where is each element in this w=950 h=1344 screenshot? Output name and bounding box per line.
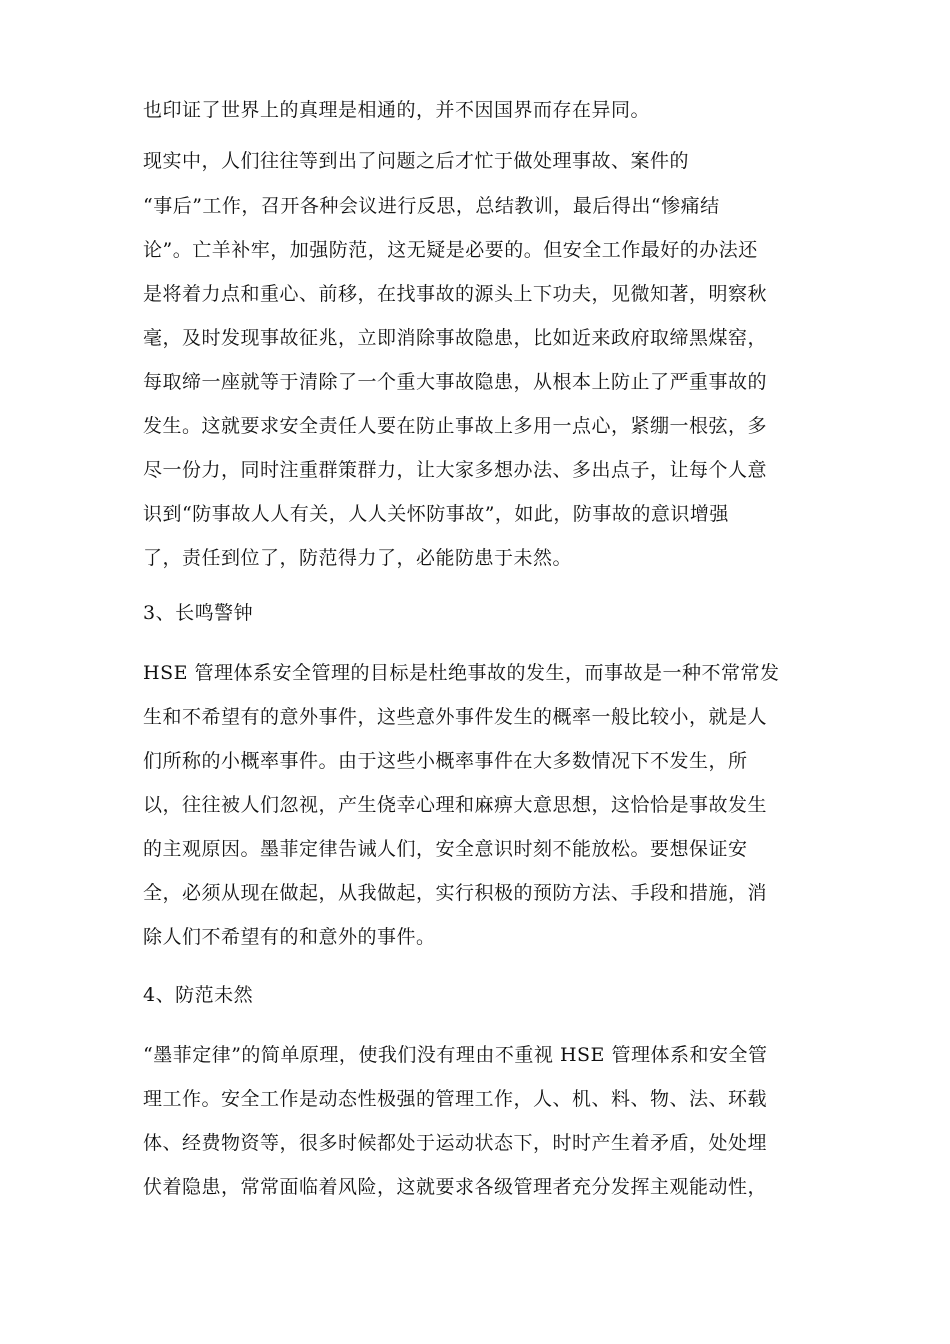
paragraph-reality-line-4: 是将着力点和重心、前移，在找事故的源头上下功夫，见微知著，明察秋 (143, 283, 768, 305)
paragraph-reality-line-2: “事后”工作，召开各种会议进行反思，总结教训，最后得出“惨痛结 (143, 195, 720, 217)
paragraph-murphy-line-2: 理工作。安全工作是动态性极强的管理工作，人、机、料、物、法、环载 (143, 1088, 768, 1110)
paragraph-reality-line-9: 识到“防事故人人有关，人人关怀防事故”，如此，防事故的意识增强 (143, 503, 729, 525)
paragraph-hse-line-1: HSE 管理体系安全管理的目标是杜绝事故的发生，而事故是一种不常常发 (143, 662, 780, 684)
paragraph-reality-line-3: 论”。亡羊补牢，加强防范，这无疑是必要的。但安全工作最好的办法还 (143, 239, 758, 261)
section-heading-3: 3、长鸣警钟 (143, 602, 254, 624)
paragraph-murphy-line-4: 伏着隐患，常常面临着风险，这就要求各级管理者充分发挥主观能动性， (143, 1176, 768, 1198)
paragraph-hse-line-3: 们所称的小概率事件。由于这些小概率事件在大多数情况下不发生，所 (143, 750, 748, 772)
paragraph-hse-line-4: 以，往往被人们忽视，产生侥幸心理和麻痹大意思想，这恰恰是事故发生 (143, 794, 768, 816)
paragraph-hse-line-6: 全，必须从现在做起，从我做起，实行积极的预防方法、手段和措施，消 (143, 882, 768, 904)
paragraph-reality-line-5: 毫，及时发现事故征兆，立即消除事故隐患，比如近来政府取缔黑煤窑， (143, 327, 768, 349)
paragraph-hse-line-5: 的主观原因。墨菲定律告诫人们，安全意识时刻不能放松。要想保证安 (143, 838, 748, 860)
paragraph-murphy-line-1: “墨菲定律”的简单原理，使我们没有理由不重视 HSE 管理体系和安全管 (143, 1044, 768, 1066)
paragraph-hse-line-7: 除人们不希望有的和意外的事件。 (143, 926, 436, 948)
paragraph-reality-line-7: 发生。这就要求安全责任人要在防止事故上多用一点心，紧绷一根弦，多 (143, 415, 768, 437)
paragraph-reality-line-10: 了，责任到位了，防范得力了，必能防患于未然。 (143, 547, 573, 569)
paragraph-reality-line-6: 每取缔一座就等于清除了一个重大事故隐患，从根本上防止了严重事故的 (143, 371, 768, 393)
paragraph-murphy-line-3: 体、经费物资等，很多时候都处于运动状态下，时时产生着矛盾，处处埋 (143, 1132, 768, 1154)
paragraph-reality-line-8: 尽一份力，同时注重群策群力，让大家多想办法、多出点子，让每个人意 (143, 459, 768, 481)
paragraph-reality-line-1: 现实中，人们往往等到出了问题之后才忙于做处理事故、案件的 (143, 150, 690, 172)
paragraph-hse-line-2: 生和不希望有的意外事件，这些意外事件发生的概率一般比较小，就是人 (143, 706, 768, 728)
section-heading-4: 4、防范未然 (143, 984, 254, 1006)
paragraph-intro-line-1: 也印证了世界上的真理是相通的，并不因国界而存在异同。 (143, 99, 651, 121)
